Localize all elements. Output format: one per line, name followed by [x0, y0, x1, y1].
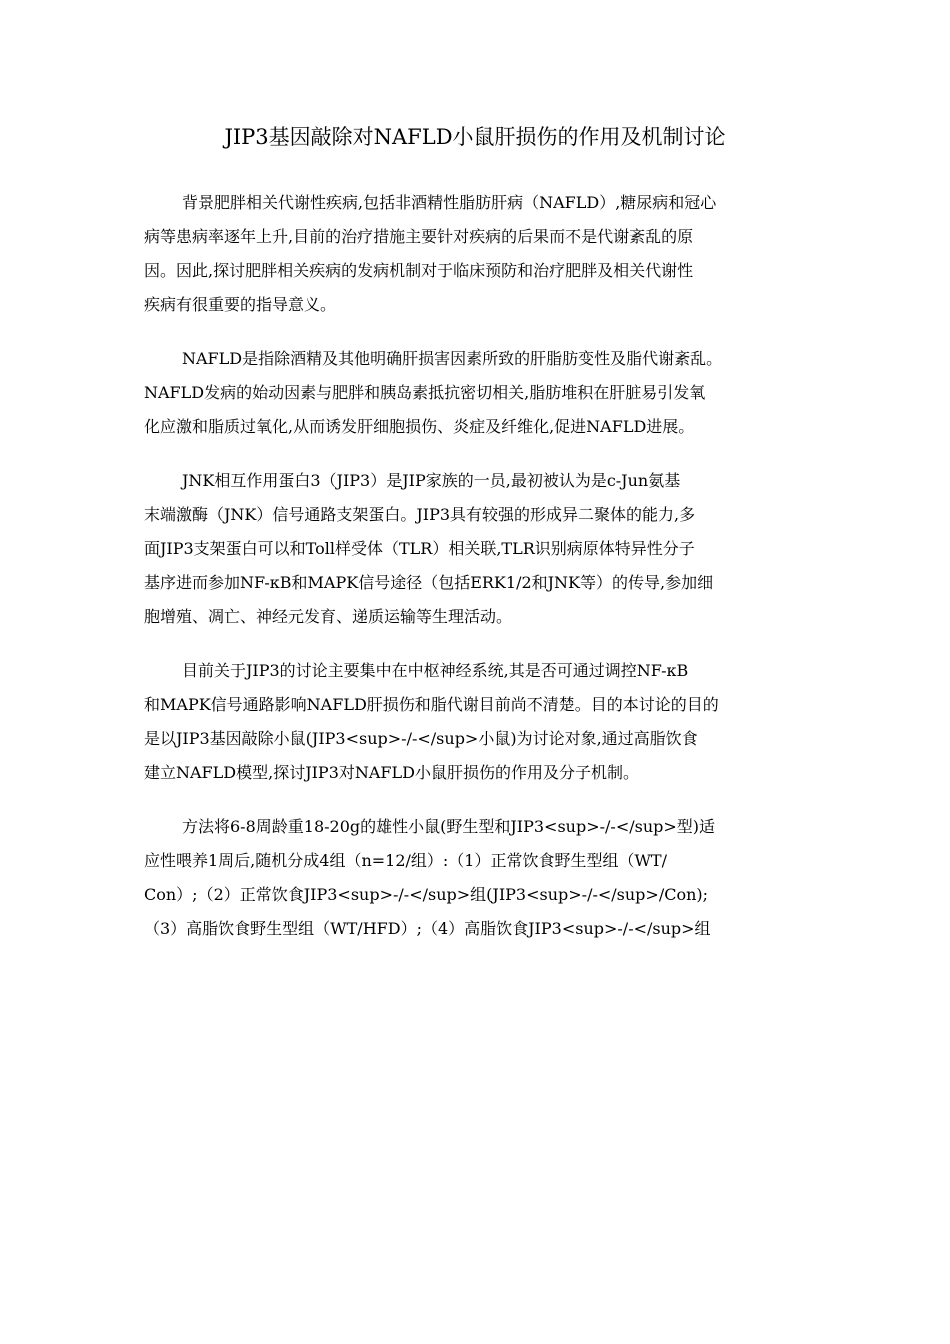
document-title: JIP3基因敲除对NAFLD小鼠肝损伤的作用及机制讨论 — [224, 125, 726, 149]
paragraph-objective — [144, 654, 808, 790]
text-line: 胞增殖、凋亡、神经元发育、递质运输等生理活动。 — [144, 607, 513, 626]
text-line: 因。因此,探讨肥胖相关疾病的发病机制对于临床预防和治疗肥胖及相关代谢性 — [144, 261, 694, 280]
paragraph-jip3 — [144, 464, 808, 634]
text-line: 应性喂养1周后,随机分成4组（n=12/组）:（1）正常饮食野生型组（WT/ — [144, 851, 667, 870]
text-line: 方法将6-8周龄重18-20g的雄性小鼠(野生型和JIP3<sup>-/-</sup>型)适 — [182, 817, 716, 836]
paragraph-background — [144, 186, 808, 322]
text-line: 建立NAFLD模型,探讨JIP3对NAFLD小鼠肝损伤的作用及分子机制。 — [144, 763, 639, 782]
text-line: 末端激酶（JNK）信号通路支架蛋白。JIP3具有较强的形成异二聚体的能力,多 — [144, 505, 696, 524]
text-line: 基序进而参加NF-κB和MAPK信号途径（包括ERK1/2和JNK等）的传导,参加细 — [144, 573, 714, 592]
text-line: 病等患病率逐年上升,目前的治疗措施主要针对疾病的后果而不是代谢紊乱的原 — [144, 227, 694, 246]
document-body — [144, 186, 808, 966]
paragraph-methods — [144, 810, 808, 946]
text-line: Con）;（2）正常饮食JIP3<sup>-/-</sup>组(JIP3<sup>-/-</sup>/Con); — [144, 885, 709, 904]
text-line: 和MAPK信号通路影响NAFLD肝损伤和脂代谢目前尚不清楚。目的本讨论的目的 — [144, 695, 719, 714]
paragraph-nafld — [144, 342, 808, 444]
text-line: 化应激和脂质过氧化,从而诱发肝细胞损伤、炎症及纤维化,促进NAFLD进展。 — [144, 417, 695, 436]
text-line: 是以JIP3基因敲除小鼠(JIP3<sup>-/-</sup>小鼠)为讨论对象,通过高脂饮食 — [144, 729, 698, 748]
text-line: 疾病有很重要的指导意义。 — [144, 295, 337, 314]
text-line: （3）高脂饮食野生型组（WT/HFD）;（4）高脂饮食JIP3<sup>-/-</sup>组 — [144, 919, 711, 938]
text-line: JNK相互作用蛋白3（JIP3）是JIP家族的一员,最初被认为是c-Jun氨基 — [182, 471, 681, 490]
text-line: 目前关于JIP3的讨论主要集中在中枢神经系统,其是否可通过调控NF-κB — [182, 661, 689, 680]
text-line: 面JIP3支架蛋白可以和Toll样受体（TLR）相关联,TLR识别病原体特异性分子 — [144, 539, 695, 558]
text-line: 背景肥胖相关代谢性疾病,包括非酒精性脂肪肝病（NAFLD）,糖尿病和冠心 — [182, 193, 717, 212]
text-line: NAFLD是指除酒精及其他明确肝损害因素所致的肝脂肪变性及脂代谢紊乱。 — [182, 349, 723, 368]
text-line: NAFLD发病的始动因素与肥胖和胰岛素抵抗密切相关,脂肪堆积在肝脏易引发氧 — [144, 383, 706, 402]
